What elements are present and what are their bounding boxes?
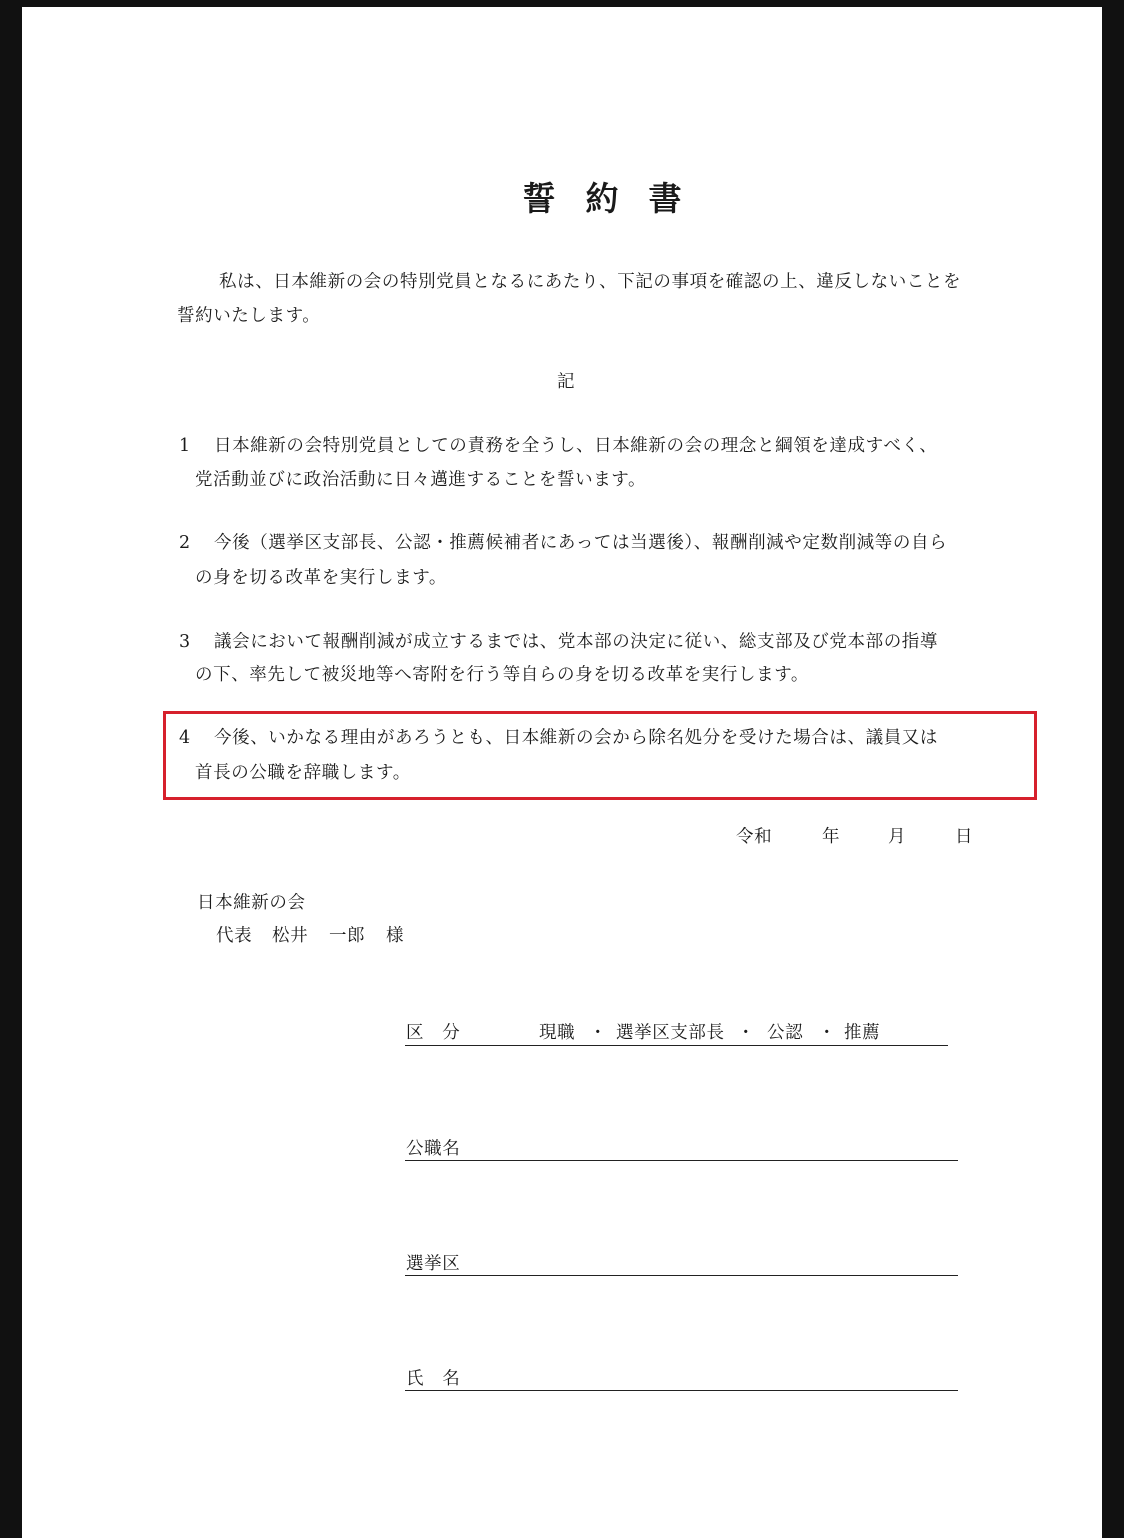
category-option-incumbent[interactable]: 現職 [539, 1023, 576, 1043]
date-day: 日 [955, 827, 974, 847]
date-month: 月 [888, 827, 907, 847]
document-page [22, 7, 1102, 1538]
item-line-1: 日本維新の会特別党員としての責務を全うし、日本維新の会の理念と綱領を達成すべく、 [214, 436, 938, 456]
office-input-line[interactable] [405, 1160, 958, 1161]
item-number: 3 [179, 632, 191, 652]
item-line-2: 党活動並びに政治活動に日々邁進することを誓います。 [195, 470, 647, 490]
item-line-1: 議会において報酬削減が成立するまでは、党本部の決定に従い、総支部及び党本部の指導 [214, 632, 938, 652]
intro-line-2: 誓約いたします。 [177, 306, 321, 326]
item-line-2: の下、率先して被災地等へ寄附を行う等自らの身を切る改革を実行します。 [195, 665, 809, 685]
addressee-surname: 松井 [272, 926, 309, 946]
addressee-honorific: 様 [386, 926, 405, 946]
item-number: 1 [179, 436, 191, 456]
office-label: 公職名 [406, 1139, 461, 1159]
addressee-organization: 日本維新の会 [197, 893, 306, 913]
name-label: 氏 名 [406, 1369, 461, 1389]
category-option-branch-head[interactable]: 選挙区支部長 [616, 1023, 725, 1043]
addressee-given-name: 一郎 [329, 926, 366, 946]
item-number: 2 [179, 533, 191, 553]
category-separator: ・ [818, 1023, 837, 1043]
addressee-title: 代表 [216, 926, 253, 946]
highlight-box [163, 711, 1037, 800]
category-label: 区 分 [406, 1023, 461, 1043]
item-line-1: 今後（選挙区支部長、公認・推薦候補者にあっては当選後）、報酬削減や定数削減等の自ら [214, 533, 948, 553]
date-year: 年 [822, 827, 841, 847]
category-option-recommended[interactable]: 推薦 [844, 1023, 881, 1043]
intro-line-1: 私は、日本維新の会の特別党員となるにあたり、下記の事項を確認の上、違反しないことを [219, 272, 962, 292]
category-option-official[interactable]: 公認 [767, 1023, 804, 1043]
name-input-line[interactable] [405, 1390, 958, 1391]
district-label: 選挙区 [406, 1254, 461, 1274]
category-separator: ・ [737, 1023, 756, 1043]
item-line-2: の身を切る改革を実行します。 [195, 568, 447, 588]
item-number: 4 [179, 728, 191, 748]
category-separator: ・ [589, 1023, 608, 1043]
item-line-1: 今後、いかなる理由があろうとも、日本維新の会から除名処分を受けた場合は、議員又は [214, 728, 938, 748]
item-line-2: 首長の公職を辞職します。 [195, 763, 411, 783]
document-title: 誓約書 [522, 179, 712, 218]
district-input-line[interactable] [405, 1275, 958, 1276]
date-era: 令和 [736, 827, 773, 847]
category-underline [405, 1045, 948, 1046]
ki-heading: 記 [557, 372, 576, 392]
